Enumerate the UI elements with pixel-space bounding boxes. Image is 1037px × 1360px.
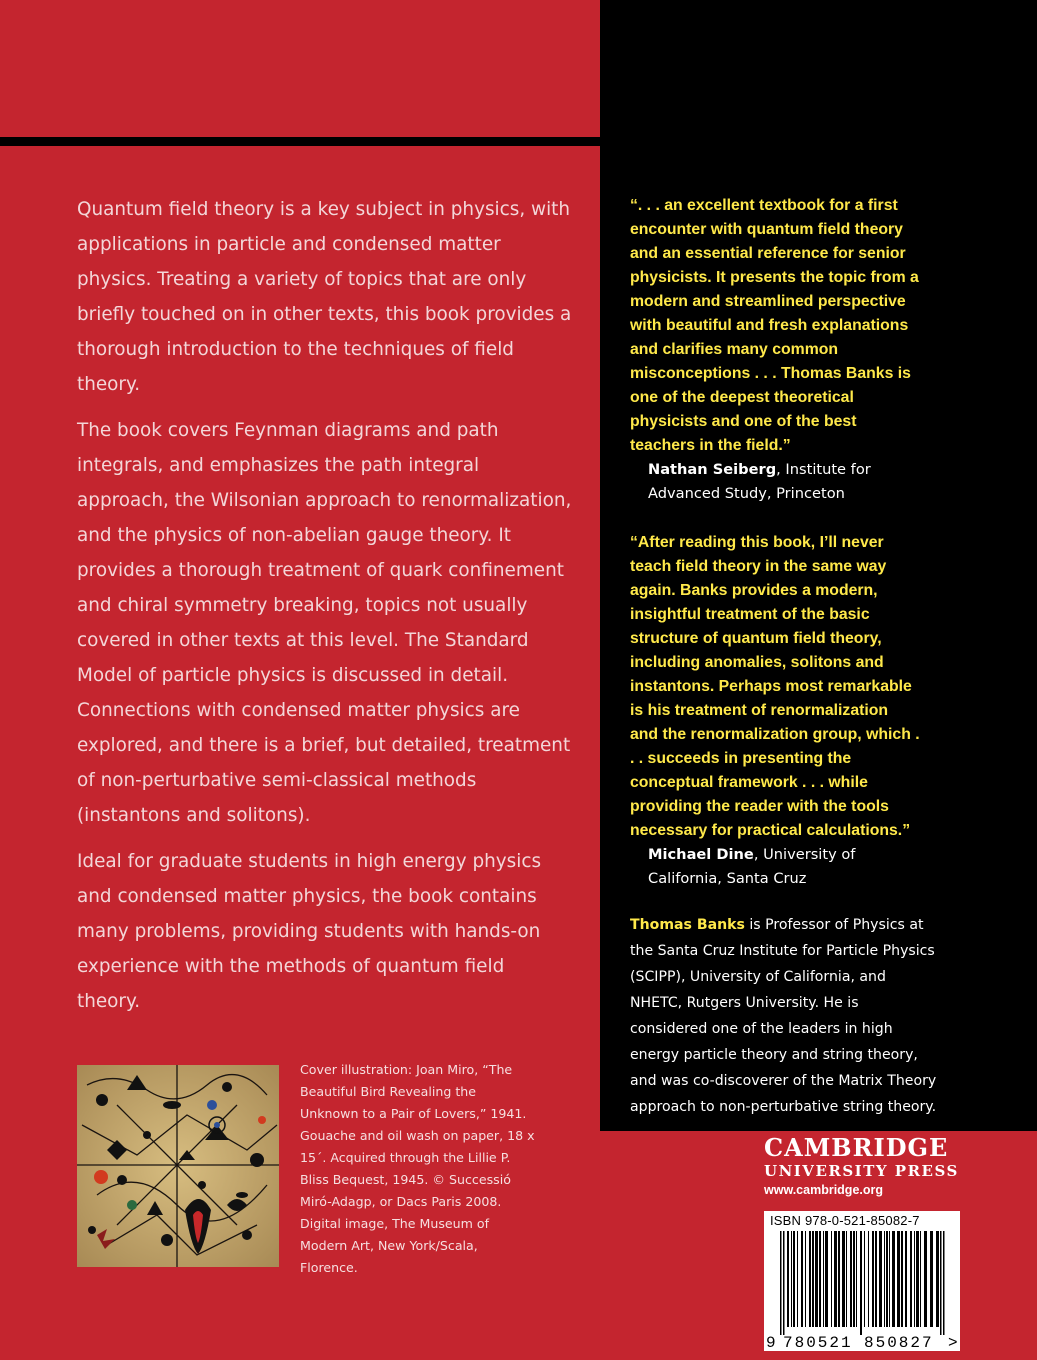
barcode-digits-left: 780521 <box>783 1334 853 1351</box>
barcode-bar <box>864 1231 865 1327</box>
barcode-bar <box>920 1231 921 1327</box>
barcode-bar <box>797 1231 798 1327</box>
barcode-bar <box>780 1231 782 1335</box>
barcode-bar <box>916 1231 919 1327</box>
barcode-icon <box>764 1211 960 1351</box>
barcode-bar <box>892 1231 895 1327</box>
barcode-bar <box>875 1231 877 1327</box>
reviewer-name-2: Michael Dine <box>648 846 754 863</box>
barcode-bar <box>812 1231 814 1327</box>
barcode-bar <box>825 1231 828 1327</box>
barcode-bar <box>787 1231 789 1327</box>
barcode-bar <box>897 1231 900 1327</box>
miro-painting-image <box>77 1065 279 1267</box>
barcode-bar <box>801 1231 803 1327</box>
description-paragraph-2: The book covers Feynman diagrams and path integrals, and emphasizes the path integral approach, the Wilsonian approach to renormalization, and the physics of non-abelian gauge theory. It provides a thorough treatment of quark confinement and chiral symmetry breaking, topics not usually covered in other texts at this level. The Standard Model of particle physics is discussed in detail. Connections with condensed matter physics are explored, and there is a brief, but detailed, treatment of non-perturbative semi-classical methods (instantons and solitons). <box>77 420 572 826</box>
review-attribution-1 <box>630 458 920 506</box>
book-description <box>77 192 572 1030</box>
barcode-bar <box>831 1231 832 1327</box>
review-attribution-2 <box>630 843 920 891</box>
barcode-bar <box>823 1231 824 1327</box>
barcode-bar <box>901 1231 903 1327</box>
barcode-bar <box>879 1231 882 1327</box>
author-name: Thomas Banks <box>630 917 745 933</box>
barcode-digit-tail: > <box>948 1334 958 1351</box>
author-bio <box>630 912 940 1120</box>
barcode-bar <box>791 1231 792 1327</box>
barcode-bar <box>940 1231 942 1335</box>
barcode-bar <box>838 1231 840 1327</box>
reviews <box>630 194 920 916</box>
description-paragraph-3: Ideal for graduate students in high energy physics and condensed matter physics, the book contains many problems, providing students with hands-on experience with the methods of quantum field theory. <box>77 851 542 1012</box>
barcode-bar <box>815 1231 818 1327</box>
barcode-bar <box>889 1231 890 1327</box>
barcode-bar <box>809 1231 811 1327</box>
publisher-url: www.cambridge.org <box>764 1183 884 1197</box>
barcode-bar <box>868 1231 869 1327</box>
isbn-barcode <box>764 1211 960 1351</box>
barcode-bar <box>842 1231 845 1327</box>
review-quote-2: “After reading this book, I’ll never teach field theory in the same way again. Banks provides a modern, insightful treatment of the basic structure of quantum field theory, including anomalies, solitons and instantons. Perhaps most remarkable is his treatment of renormalization and the renormalization group, which . . . succeeds in presenting the conceptual framework . . . while providing the reader with the tools necessary for practical calculations.” <box>630 534 920 839</box>
reviewer-affiliation-1: , Institute for Advanced Study, Princeton <box>648 461 871 502</box>
barcode-bar <box>936 1231 939 1327</box>
cover-illustration-thumbnail <box>77 1065 279 1267</box>
reviewer-name-1: Nathan Seiberg <box>648 461 777 478</box>
author-bio-text: is Professor of Physics at the Santa Cruz Institute for Particle Physics (SCIPP), University of California, and NHETC, Rutgers University. He is considered one of the leaders in high energy particle theory and string theory, and was co-discoverer of the Matrix Theory approach to non-perturbative string theory. <box>630 917 937 1115</box>
barcode-bar <box>924 1231 927 1327</box>
barcode-digit-first: 9 <box>766 1334 776 1351</box>
barcode-bar <box>850 1231 852 1327</box>
barcode-bar <box>884 1231 885 1327</box>
barcode-bar <box>905 1231 907 1327</box>
publisher-logo <box>764 1134 974 1200</box>
divider-stripe <box>0 137 1037 146</box>
barcode-bar <box>834 1231 837 1327</box>
barcode-bar <box>872 1231 874 1327</box>
barcode-bar <box>853 1231 855 1327</box>
barcode-bar <box>793 1231 795 1327</box>
barcode-bar <box>914 1231 915 1327</box>
description-paragraph-1: Quantum field theory is a key subject in physics, with applications in particle and condensed matter physics. Treating a variety of topics that are only briefly touched on in other texts, this book provides a thorough introduction to the techniques of field theory. <box>77 199 572 395</box>
barcode-bar <box>819 1231 821 1327</box>
publisher-subtitle: UNIVERSITY PRESS <box>764 1162 959 1180</box>
cover-credit: Cover illustration: Joan Miro, “The Beautiful Bird Revealing the Unknown to a Pair of Lovers,” 1941. Gouache and oil wash on paper, 18 x 15´. Acquired through the Lillie P. Bliss Bequest, 1945. © Successió Miró-Adagp, or Dacs Paris 2008. Digital image, The Museum of Modern Art, New York/Scala, Florence. <box>300 1062 535 1275</box>
review-quote-1: “. . . an excellent textbook for a first encounter with quantum field theory and an essential reference for senior physicists. It presents the topic from a modern and streamlined perspective with beautiful and fresh explanations and clarifies many common misconceptions . . . Thomas Banks is one of the deepest theoretical physicists and one of the best teachers in the field.” <box>630 197 919 454</box>
reviewer-affiliation-2: , University of California, Santa Cruz <box>648 846 856 887</box>
isbn-label: ISBN 978-0-521-85082-7 <box>770 1213 920 1228</box>
publisher-name: CAMBRIDGE <box>764 1133 949 1162</box>
barcode-bar <box>930 1231 933 1327</box>
barcode-bar <box>943 1231 945 1335</box>
barcode-bar <box>783 1231 785 1335</box>
barcode-bar <box>846 1231 847 1327</box>
top-black-block <box>600 0 1037 137</box>
barcode-bar <box>860 1231 862 1335</box>
barcode-bar <box>910 1231 912 1327</box>
barcode-bar <box>886 1231 888 1327</box>
barcode-bar <box>856 1231 857 1327</box>
barcode-digits-right: 850827 <box>864 1334 934 1351</box>
barcode-bar <box>805 1231 806 1327</box>
